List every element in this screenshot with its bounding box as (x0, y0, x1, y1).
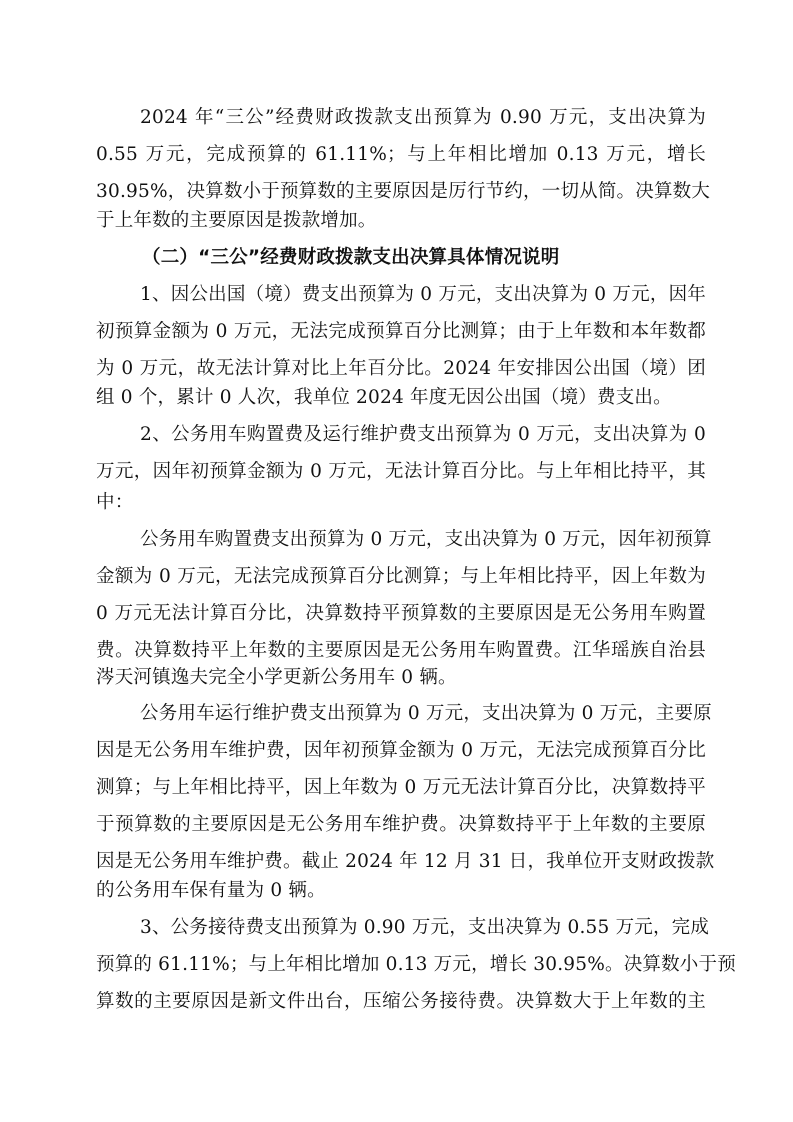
paragraph-7-line-3: 算数的主要原因是新文件出台，压缩公务接待费。决算数大于上年数的主 (96, 991, 706, 1012)
paragraph-3-line-1: 1、因公出国（境）费支出预算为 0 万元，支出决算为 0 万元，因年 (140, 284, 706, 305)
paragraph-4-line-1: 2、公务用车购置费及运行维护费支出预算为 0 万元，支出决算为 0 (140, 424, 706, 445)
paragraph-6-line-3: 测算；与上年相比持平，因上年数为 0 万元无法计算百分比，决算数持平 (96, 777, 706, 798)
paragraph-5-line-1: 公务用车购置费支出预算为 0 万元，支出决算为 0 万元，因年初预算 (140, 529, 712, 550)
paragraph-5-line-2: 金额为 0 万元，无法完成预算百分比测算；与上年相比持平，因上年数为 (96, 566, 706, 587)
paragraph-6-line-2: 因是无公务用车维护费，因年初预算金额为 0 万元，无法完成预算百分比 (96, 740, 706, 761)
paragraph-6-line-1: 公务用车运行维护费支出预算为 0 万元，支出决算为 0 万元，主要原 (140, 703, 712, 724)
paragraph-4-line-2: 万元，因年初预算金额为 0 万元，无法计算百分比。与上年相比持平，其 (96, 461, 706, 482)
paragraph-5-line-3: 0 万元无法计算百分比，决算数持平预算数的主要原因是无公务用车购置 (96, 603, 706, 624)
paragraph-5-line-4: 费。决算数持平上年数的主要原因是无公务用车购置费。江华瑶族自治县 (96, 640, 706, 661)
paragraph-3-line-3: 为 0 万元，故无法计算对比上年百分比。2024 年安排因公出国（境）团 (96, 358, 706, 379)
paragraph-6-line-4: 于预算数的主要原因是无公务用车维护费。决算数持平于上年数的主要原 (96, 814, 706, 835)
paragraph-1-line-3: 30.95%，决算数小于预算数的主要原因是厉行节约，一切从简。决算数大 (96, 181, 711, 202)
paragraph-7-line-1: 3、公务接待费支出预算为 0.90 万元，支出决算为 0.55 万元，完成 (140, 917, 710, 938)
paragraph-1-line-1: 2024 年“三公”经费财政拨款支出预算为 0.90 万元，支出决算为 (140, 107, 706, 128)
paragraph-4-line-3: 中： (96, 492, 134, 513)
paragraph-6-line-5: 因是无公务用车维护费。截止 2024 年 12 月 31 日，我单位开支财政拨款 (96, 851, 715, 872)
paragraph-6-line-6: 的公务用车保有量为 0 辆。 (96, 880, 326, 901)
paragraph-3-line-2: 初预算金额为 0 万元，无法完成预算百分比测算；由于上年数和本年数都 (96, 321, 706, 342)
paragraph-1-line-4: 于上年数的主要原因是拨款增加。 (96, 210, 377, 231)
paragraph-1-line-2: 0.55 万元，完成预算的 61.11%；与上年相比增加 0.13 万元，增长 (96, 144, 706, 165)
paragraph-7-line-2: 预算的 61.11%；与上年相比增加 0.13 万元，增长 30.95%。决算数小于预 (96, 954, 736, 975)
paragraph-5-line-5: 涔天河镇逸夫完全小学更新公务用车 0 辆。 (96, 667, 457, 688)
paragraph-3-line-4: 组 0 个，累计 0 人次，我单位 2024 年度无因公出国（境）费支出。 (96, 387, 672, 408)
section-heading: （二）“三公”经费财政拨款支出决算具体情况说明 (142, 247, 560, 268)
